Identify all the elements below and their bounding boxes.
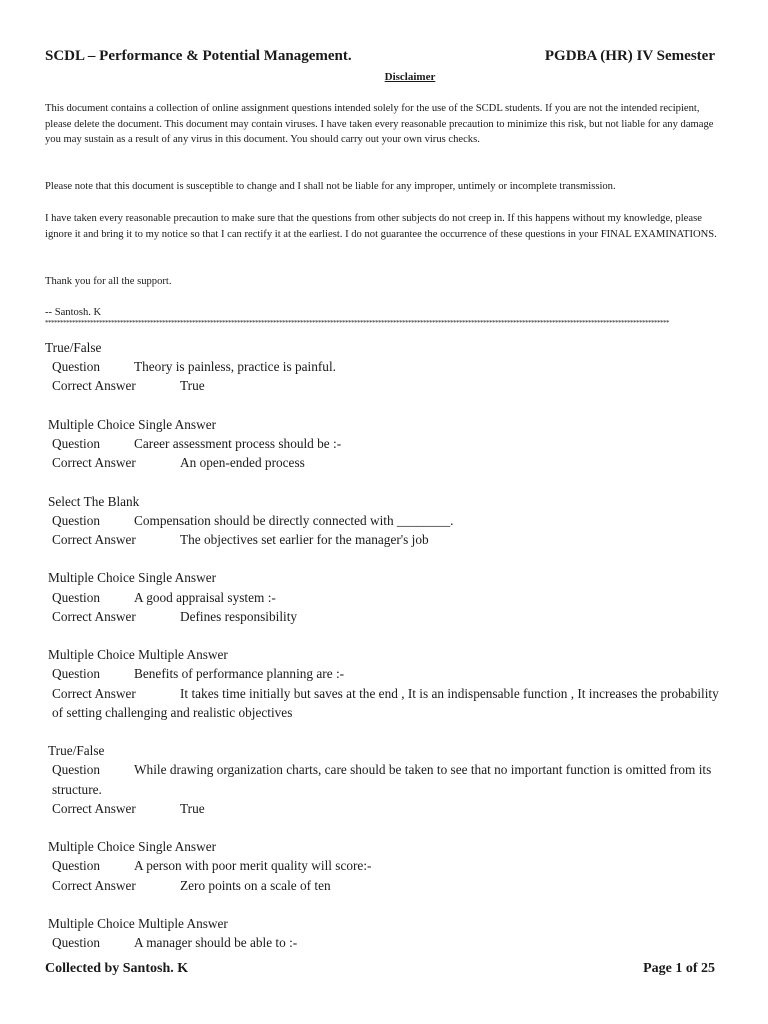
footer-page-number: Page 1 of 25 — [643, 961, 715, 976]
footer-collector: Collected by Santosh. K — [45, 961, 189, 976]
question-type: Multiple Choice Single Answer — [48, 839, 217, 855]
question-label: Question — [52, 512, 101, 528]
question-row — [45, 856, 725, 875]
question-row — [45, 933, 725, 952]
question-row — [45, 511, 725, 530]
question-item — [45, 914, 725, 952]
answer-text: Defines responsibility — [180, 608, 298, 624]
question-item — [45, 837, 725, 895]
question-label: Question — [52, 436, 101, 451]
answer-text: It takes time initially but saves at the end , It is an indispensable function , It increases the probability of setting challenging and realistic objectives — [52, 685, 719, 720]
question-item — [45, 568, 725, 626]
question-text: A manager should be able to :- — [134, 935, 298, 951]
answer-text: True — [180, 378, 205, 394]
question-text: Benefits of performance planning are :- — [134, 666, 345, 682]
answer-row — [45, 876, 725, 895]
answer-label: Correct Answer — [52, 685, 136, 701]
answer-row — [45, 530, 725, 549]
disclaimer-thanks: Thank you for all the support. — [45, 276, 172, 287]
answer-label: Correct Answer — [52, 532, 136, 547]
question-row — [45, 588, 725, 607]
disclaimer-title: Disclaimer — [384, 71, 436, 83]
question-item — [45, 741, 725, 818]
question-type: Multiple Choice Single Answer — [48, 570, 217, 586]
answer-row — [45, 799, 725, 818]
answer-row — [45, 607, 725, 626]
question-text: Compensation should be directly connected with ________. — [134, 512, 454, 528]
question-label: Question — [52, 666, 101, 682]
question-row — [45, 760, 725, 798]
question-item — [45, 492, 725, 550]
answer-row — [45, 684, 725, 722]
answer-label: Correct Answer — [52, 608, 136, 624]
question-label: Question — [52, 935, 101, 951]
question-type: True/False — [48, 743, 105, 759]
question-type: Multiple Choice Multiple Answer — [48, 915, 228, 931]
question-text: Theory is painless, practice is painful. — [134, 359, 336, 375]
header-course-title: SCDL – Performance & Potential Management. — [45, 48, 352, 64]
question-row — [45, 664, 725, 683]
header-semester: PGDBA (HR) IV Semester — [544, 48, 715, 64]
question-row — [45, 434, 725, 453]
answer-label: Correct Answer — [52, 455, 136, 471]
answer-row — [45, 453, 725, 472]
question-type: Multiple Choice Multiple Answer — [48, 647, 228, 663]
question-item — [45, 415, 725, 473]
answer-label: Correct Answer — [52, 800, 136, 816]
question-type: True/False — [45, 340, 102, 355]
question-text: A person with poor merit quality will score:- — [134, 858, 372, 874]
question-type: Select The Blank — [48, 493, 140, 509]
answer-text: An open-ended process — [180, 455, 305, 471]
answer-row — [45, 376, 725, 395]
question-label: Question — [52, 858, 101, 874]
answer-text: Zero points on a scale of ten — [180, 877, 331, 893]
answer-label: Correct Answer — [52, 378, 136, 394]
question-item — [45, 645, 725, 722]
question-text: Career assessment process should be :- — [134, 436, 342, 451]
question-item — [45, 338, 725, 396]
disclaimer-paragraph-1: This document contains a collection of online assignment questions intended solely for the use of the SCDL students. If you are not the intended recipient, please delete the document. This document may contain viruses. I have taken every reasonable precaution to minimize this risk, but not liable for any damage you may sustain as a result of any virus in this document. You should carry out your own virus checks. — [45, 103, 714, 146]
question-label: Question — [52, 589, 101, 605]
disclaimer-paragraph-2: Please note that this document is susceptible to change and I shall not be liable for any improper, untimely or incomplete transmission. — [45, 181, 616, 192]
question-list — [45, 338, 725, 972]
question-row — [45, 357, 725, 376]
disclaimer-signature: -- Santosh. K — [45, 307, 102, 318]
question-text: A good appraisal system :- — [134, 589, 276, 605]
separator-line: **************************************************************************************************************************************************************************************************************** — [45, 319, 669, 327]
answer-text: True — [180, 800, 205, 816]
question-type: Multiple Choice Single Answer — [48, 416, 217, 432]
disclaimer-paragraph-3: I have taken every reasonable precaution to make sure that the questions from other subjects do not creep in. If this happens without my knowledge, please ignore it and bring it to my notice so that I can rectify it at the earliest. I do not guarantee the occurrence of these questions in your FINAL EXAMINATIONS. — [45, 213, 717, 240]
question-label: Question — [52, 359, 101, 375]
question-text: While drawing organization charts, care should be taken to see that no important function is omitted from its structure. — [52, 762, 712, 797]
answer-label: Correct Answer — [52, 877, 136, 893]
question-label: Question — [52, 762, 101, 778]
answer-text: The objectives set earlier for the manager's job — [180, 532, 429, 547]
